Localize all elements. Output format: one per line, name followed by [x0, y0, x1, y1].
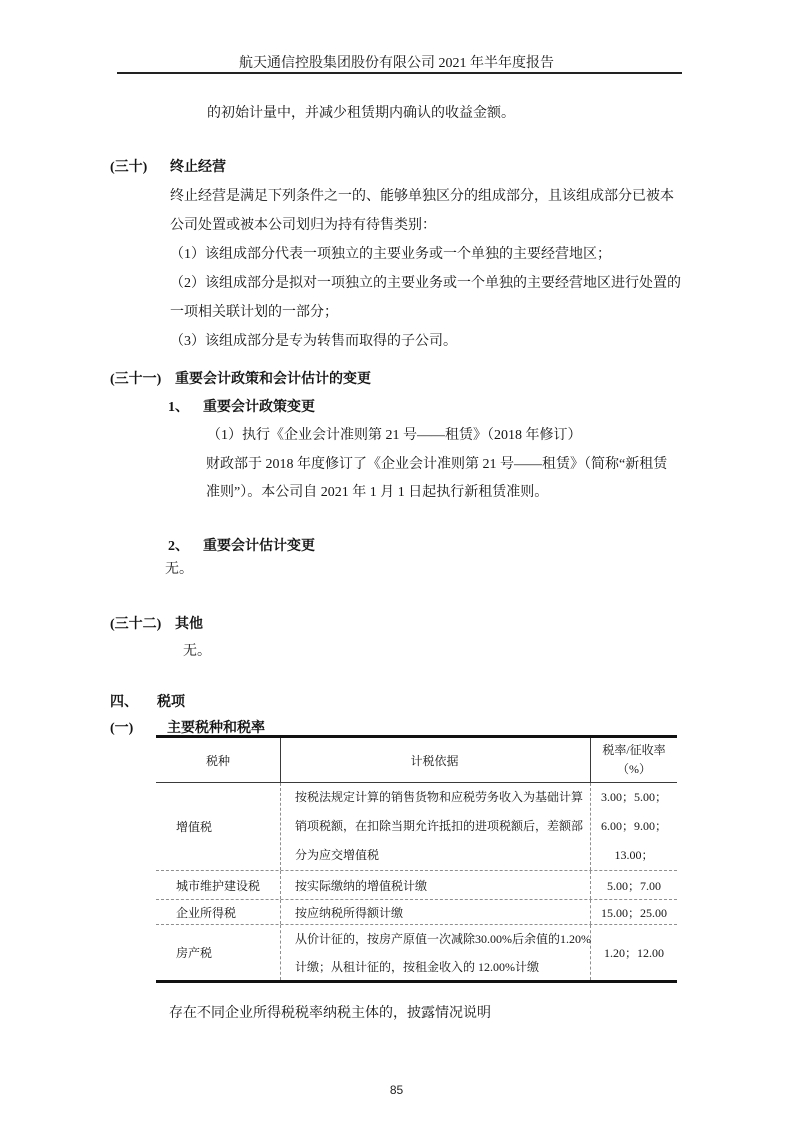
intro-line: 的初始计量中，并减少租赁期内确认的收益金额。 — [207, 106, 515, 121]
section-4-title: 税项 — [157, 695, 185, 710]
tax-rate-cell — [591, 871, 677, 899]
body-line: 一项相关联计划的一部分； — [170, 305, 338, 320]
tax-basis-line: 从价计征的，按房产原值一次减除30.00%后余值的1.20% — [295, 931, 591, 946]
tax-rate-line: 5.00；7.00 — [606, 878, 661, 893]
tax-name-cell — [156, 783, 281, 870]
tax-name: 企业所得税 — [176, 905, 237, 920]
closing-line: 存在不同企业所得税税率纳税主体的，披露情况说明 — [169, 1006, 491, 1021]
tax-rate-line: 15.00；25.00 — [600, 905, 667, 920]
page-header-title: 航天通信控股集团股份有限公司 2021 年半年度报告 — [239, 56, 554, 71]
body-line: 准则”）。本公司自 2021 年 1 月 1 日起执行新租赁准则。 — [206, 485, 549, 500]
section-30-title: 终止经营 — [170, 160, 226, 175]
subsection-2-number: 2、 — [168, 539, 189, 554]
tax-basis-header: 计税依据 — [410, 753, 459, 768]
tax-basis-cell — [281, 871, 591, 899]
body-line: 无。 — [183, 644, 211, 659]
tax-basis-line: 按实际缴纳的增值税计缴 — [295, 878, 428, 893]
section-32-title: 其他 — [175, 617, 203, 632]
table-row-corporate-income — [156, 900, 677, 925]
tax-rate-line: 13.00； — [614, 848, 654, 862]
body-line: 终止经营是满足下列条件之一的、能够单独区分的组成部分，且该组成部分已被本 — [170, 189, 674, 204]
tax-basis-line: 按税法规定计算的销售货物和应税劳务收入为基础计算 — [295, 790, 584, 804]
tax-rate-cell — [591, 783, 677, 870]
section-4-1-label: (一) — [110, 721, 134, 736]
tax-name: 城市维护建设税 — [176, 878, 261, 893]
subsection-2-title: 重要会计估计变更 — [203, 539, 315, 554]
body-line: 公司处置或被本公司划归为持有待售类别： — [170, 218, 436, 233]
tax-table — [156, 735, 677, 983]
tax-type-header-cell — [156, 738, 281, 782]
tax-rate-header-cell — [591, 738, 677, 782]
section-4-label: 四、 — [110, 695, 138, 710]
tax-basis-header-cell — [281, 738, 591, 782]
tax-basis-cell — [281, 900, 591, 924]
section-32-label: (三十二) — [110, 617, 162, 632]
tax-basis-line: 分为应交增值税 — [295, 848, 380, 862]
section-30-label: (三十) — [110, 160, 148, 175]
page-number: 85 — [389, 1083, 404, 1097]
table-row-urban-maintenance — [156, 871, 677, 900]
section-4-heading — [110, 693, 185, 713]
tax-rate-line: 3.00；5.00； — [600, 790, 667, 804]
tax-basis-line: 按应纳税所得额计缴 — [295, 905, 404, 920]
tax-name: 增值税 — [176, 820, 213, 834]
tax-rate-line: 6.00；9.00； — [600, 819, 667, 833]
section-31-title: 重要会计政策和会计估计的变更 — [175, 372, 371, 387]
tax-rate-line: 1.20；12.00 — [603, 946, 664, 960]
subsection-1-title: 重要会计政策变更 — [203, 400, 315, 415]
body-line: （2）该组成部分是拟对一项独立的主要业务或一个单独的主要经营地区进行处置的 — [170, 276, 681, 291]
tax-name: 房产税 — [176, 946, 213, 960]
header-rule — [117, 72, 682, 74]
tax-rate-cell — [591, 925, 677, 980]
body-line: 无。 — [165, 562, 193, 577]
tax-name-cell — [156, 900, 281, 924]
tax-table-header-row — [156, 738, 677, 783]
section-30-heading — [110, 158, 226, 178]
section-31-label: (三十一) — [110, 372, 162, 387]
tax-basis-line: 销项税额，在扣除当期允许抵扣的进项税额后，差额部 — [295, 819, 584, 833]
tax-type-header: 税种 — [205, 753, 230, 768]
subsection-2-heading — [168, 537, 315, 557]
tax-basis-cell — [281, 925, 591, 980]
section-31-heading — [110, 370, 371, 390]
body-line: （3）该组成部分是专为转售而取得的子公司。 — [170, 334, 457, 349]
section-4-1-title: 主要税种和税率 — [167, 721, 265, 736]
subsection-1-heading — [168, 398, 315, 418]
body-line: 财政部于 2018 年度修订了《企业会计准则第 21 号——租赁》（简称“新租赁 — [206, 457, 668, 472]
tax-name-cell — [156, 925, 281, 980]
tax-rate-header-line2: （%） — [617, 762, 651, 776]
tax-basis-cell — [281, 783, 591, 870]
tax-basis-line: 计缴；从租计征的，按租金收入的 12.00%计缴 — [295, 959, 539, 974]
body-line: （1）执行《企业会计准则第 21 号——租赁》（2018 年修订） — [207, 428, 582, 443]
table-row-property — [156, 925, 677, 980]
tax-rate-cell — [591, 900, 677, 924]
subsection-1-number: 1、 — [168, 400, 189, 415]
section-32-heading — [110, 615, 203, 635]
body-line: （1）该组成部分代表一项独立的主要业务或一个单独的主要经营地区； — [170, 247, 611, 262]
table-row-vat — [156, 783, 677, 871]
tax-name-cell — [156, 871, 281, 899]
tax-rate-header-line1: 税率/征收率 — [602, 743, 666, 757]
